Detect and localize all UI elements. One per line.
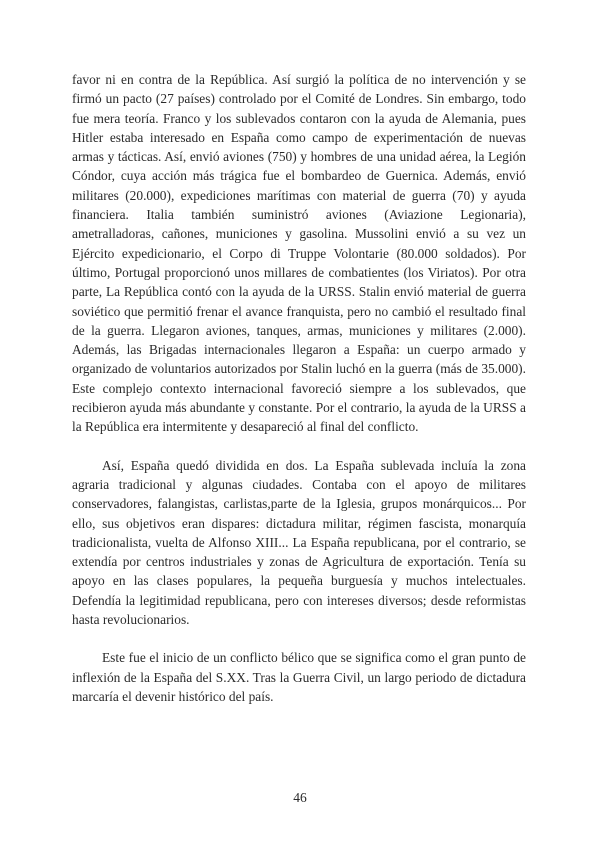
paragraph-conclusion: Este fue el inicio de un conflicto bélico que se significa como el gran punto de inflexión de la España del S.XX. Tras la Guerra Civil, un largo periodo de dictadura marcaría el devenir histórico del país. [72, 650, 526, 704]
paragraph-divided-spain: Así, España quedó dividida en dos. La España sublevada incluía la zona agraria tradicional y algunas ciudades. Contaba con el apoyo de militares conservadores, falangistas, carlistas,parte de la Iglesia, grupos monárquicos... Por ello, sus objetivos eran dispares: dictadura militar, régimen fascista, monarquía tradicionalista, vuelta de Alfonso XIII... La España republicana, por el contrario, se extendía por centros industriales y zonas de Agricultura de exportación. Tenía su apoyo en las clases populares, la pequeña burguesía y muchos intelectuales. Defendía la legitimidad republicana, pero con intereses diversos; desde reformistas hasta revolucionarios. [72, 457, 526, 628]
document-body [72, 70, 526, 706]
page-number: 46 [293, 790, 307, 805]
paragraph-foreign-aid: favor ni en contra de la República. Así surgió la política de no intervención y se firmó un pacto (27 países) controlado por el Comité de Londres. Sin embargo, todo fue mera teoría. Franco y los sublevados contaron con la ayuda de Alemania, pues Hitler estaba interesado en España como campo de experimentación de nuevas armas y tácticas. Así, envió aviones (750) y hombres de una unidad aérea, la Legión Cóndor, cuya acción más trágica fue el bombardeo de Guernica. Además, envió militares (20.000), expediciones marítimas con material de guerra (70) y ayuda financiera. Italia también suministró aviones (Aviazione Legionaria), ametralladoras, cañones, municiones y gasolina. Mussolini envió a su vez un Ejército expedicionario, el Corpo di Truppe Volontarie (80.000 soldados). Por último, Portugal proporcionó unos millares de combatientes (los Viriatos). Por otra parte, La República contó con la ayuda de la URSS. Stalin envió material de guerra soviético que permitió frenar el avance franquista, pero no cambió el resultado final de la guerra. Llegaron aviones, tanques, armas, municiones y militares (2.000). Además, las Brigadas internacionales llegaron a España: un cuerpo armado y organizado de voluntarios autorizados por Stalin luchó en la guerra (más de 35.000). Este complejo contexto internacional favoreció siempre a los sublevados, que recibieron ayuda más abundante y constante. Por el contrario, la ayuda de la URSS a la República era intermitente y desapareció al final del conflicto. [72, 72, 526, 435]
